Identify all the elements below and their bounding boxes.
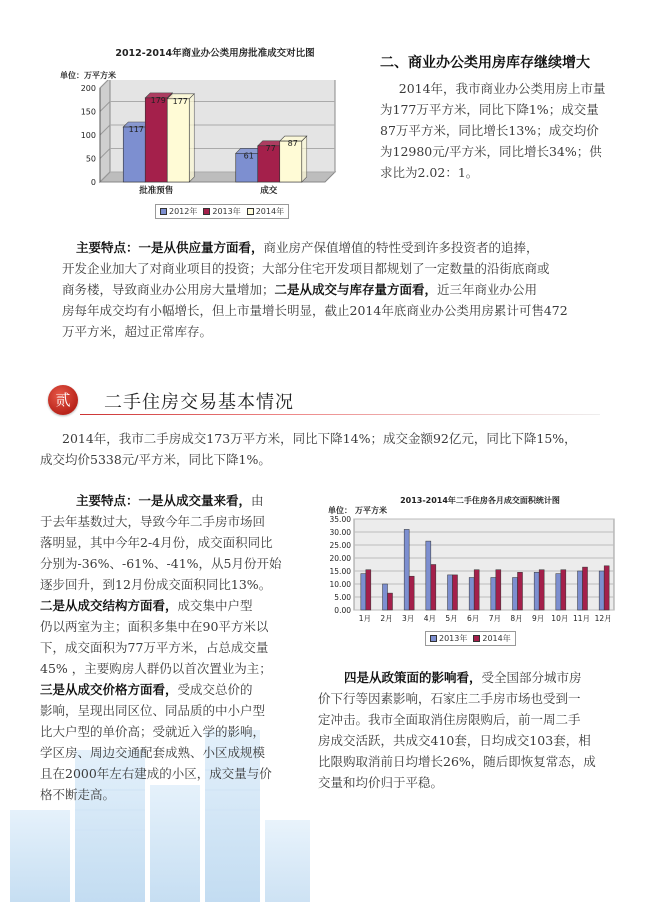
chart2-category-label: 8月 [510,614,523,623]
policy-lead: 四是从政策面的影响看， [344,670,482,685]
chart2-category-label: 1月 [358,614,371,623]
features2-point3: 三是从成交价格方面看， [40,682,178,697]
chart2-bar [604,566,609,610]
chart2-bar [388,593,393,610]
inventory-line: 2014年，我市商业办公类用房上市量 [398,81,606,96]
chart2-bar [583,567,588,610]
chart2-bar [409,576,414,610]
features1-point2: 二是从成交与库存量方面看， [274,282,438,297]
inventory-line: 为177万平方米，同比下降1%；成交量 [380,102,599,117]
legend-item-2014: 2014年 [473,633,510,644]
section2-divider [80,414,600,415]
chart1-data-label: 77 [265,143,276,153]
chart2-bar [469,578,474,611]
chart2-ytick: 5.00 [334,593,351,602]
inventory-heading: 二、商业办公类用房库存继续增大 [380,55,590,71]
chart1-category-label: 成交 [260,186,278,196]
features1-paragraph: 主要特点：一是从供应量方面看，商业房产保值增值的特性受到许多投资者的追捧， 开发企业加大了对商业项目的投资；大部分住宅开发项目都规划了一定数量的沿街底商或 商务楼，导致商业办公用房大量增加；二是从成交与库存量方面看，近三年商业办公用 房每年成交均有小幅增长，但上市量增长明显，截止2014年底商业办公类用房累计可售472 万平方米，超过正常库存。 [62,237,622,342]
chart2-bar [599,571,604,610]
chart2-ytick: 35.00 [329,515,351,524]
chart1-bar [145,95,167,182]
chart1-bar [123,127,145,182]
chart2-bar [426,541,431,610]
chart1-bar-side [189,94,194,182]
chart2-plot [322,515,622,630]
legend-item-2014: 2014年 [247,206,284,217]
chart2-bar [513,578,518,611]
chart1-data-label: 179 [150,95,166,105]
chart1-legend [155,204,289,219]
chart1-ytick: 50 [85,154,96,164]
chart2-bar [578,571,583,610]
intro-line: 成交均价5338元/平方米，同比下降1%。 [40,452,271,467]
features1-lead: 主要特点：一是从供应量方面看， [76,240,264,255]
section2-badge: 贰 [48,385,78,415]
chart1-ytick: 100 [80,131,96,140]
chart2-bar [496,570,501,610]
chart2-legend [425,631,516,646]
chart2-bar [361,574,366,610]
chart1-ytick: 0 [90,178,96,187]
features2-point2: 二是从成交结构方面看， [40,598,178,613]
chart1-bar [167,96,189,182]
chart2-category-label: 9月 [532,614,545,623]
legend-item-2013: 2013年 [203,206,240,217]
inventory-line: 为12980元/平方米，同比增长34%；供 [380,144,602,159]
inventory-line: 87万平方米，同比增长13%；成交均价 [380,123,599,138]
chart2-bar [561,570,566,610]
section2-intro [40,428,640,470]
features2-lead: 主要特点：一是从成交量来看， [76,493,252,508]
chart1-title: 2012-2014年商业办公类用房批准成交对比图 [115,48,315,59]
chart2-bar [491,578,496,611]
chart2-unit: 单位： 万平方米 [328,506,387,515]
chart2-ytick: 30.00 [329,528,351,537]
chart1-ytick: 200 [80,84,96,93]
chart2-ytick: 10.00 [329,580,351,589]
chart1-data-label: 117 [128,125,144,135]
legend-item-2012: 2012年 [160,206,197,217]
chart1-category-label: 批准预售 [139,186,174,196]
chart1-plot [55,80,355,200]
features1-line: 万平方米，超过正常库存。 [62,324,213,339]
chart2-plot-area [354,519,614,610]
features1-line: 开发企业加大了对商业项目的投资；大部分住宅开发项目都规划了一定数量的沿街底商或 [62,261,550,276]
chart1-data-label: 177 [172,96,188,106]
chart2-category-label: 10月 [551,614,569,623]
intro-line: 2014年，我市二手房成交173万平方米，同比下降14%；成交金额92亿元，同比下降15%， [62,431,577,446]
chart2-bar [366,570,371,610]
chart2-bar [534,572,539,610]
chart2-bar [556,574,561,610]
chart2-ytick: 0.00 [334,606,351,615]
chart2-ytick: 20.00 [329,554,351,563]
legend-item-2013: 2013年 [430,633,467,644]
chart2-bar [448,575,453,610]
chart2-category-label: 3月 [402,614,415,623]
chart2-title: 2013-2014年二手住房各月成交面积统计图 [400,496,560,505]
chart2-bar [431,565,436,611]
chart2-category-label: 5月 [445,614,458,623]
chart2-bar [474,570,479,610]
policy-paragraph: 四是从政策面的影响看，受全国部分城市房 价下行等因素影响，石家庄二手房市场也受到一 定冲击。我市全面取消住房限购后，前一周二手 房成交活跃，共成交410套，日均成交103套，相 比限购取消前日均增长26%，随后即恢复常态，成 交量和均价归于平稳。 [318,670,596,790]
chart2-category-label: 7月 [488,614,501,623]
chart2-category-label: 11月 [572,614,591,623]
chart2-category-label: 6月 [467,614,480,623]
chart2-category-label: 12月 [594,614,612,623]
chart2-category-label: 4月 [423,614,436,623]
chart1-side-wall [100,80,110,182]
chart2-bar [518,572,523,610]
chart1-data-label: 87 [287,139,298,149]
chart2-bar [453,575,458,610]
chart2-ytick: 25.00 [329,541,351,550]
chart2-category-label: 2月 [380,614,393,623]
section2-title: 二手住房交易基本情况 [104,392,294,413]
chart2-bar [383,584,388,610]
features2-paragraph: 主要特点：一是从成交量来看，由 于去年基数过大，导致今年二手房市场回 落明显，其中今年2-4月份，成交面积同比 分别为-36%、-61%、-41%，从5月份开始 逐步回升，到12月份成交面积同比13%。 二是从成交结构方面看，成交集中户型 仍以两室为主；面积多集中在90平方米以 下，成交面积为77万平方米，占总成交量 45% ，主要购房人群仍以首次置业为主； 三是从成交价格方面看，受成交总价的 影响，呈现出同区位、同品质的中小户型 比大户型的单价高；受就近入学的影响， 学区房、周边交通配套成熟、小区成规模 且在2000年左右建成的小区，成交量与价 格不断走高。 [40,493,282,802]
chart2-unit-label: 万平方米 [355,506,387,515]
chart1-unit: 单位：万平方米 [60,71,116,80]
features1-line: 房每年成交均有小幅增长，但上市量增长明显，截止2014年底商业办公类用房累计可售472 [62,303,568,318]
chart1-bar-side [302,136,307,182]
chart2-ytick: 15.00 [329,567,351,576]
inventory-paragraph [380,78,630,183]
chart1-ytick: 150 [80,107,96,117]
chart2-bar [539,570,544,610]
chart1-data-label: 61 [243,151,254,161]
chart2-bar [404,529,409,610]
inventory-line: 求比为2.02：1。 [380,165,479,180]
